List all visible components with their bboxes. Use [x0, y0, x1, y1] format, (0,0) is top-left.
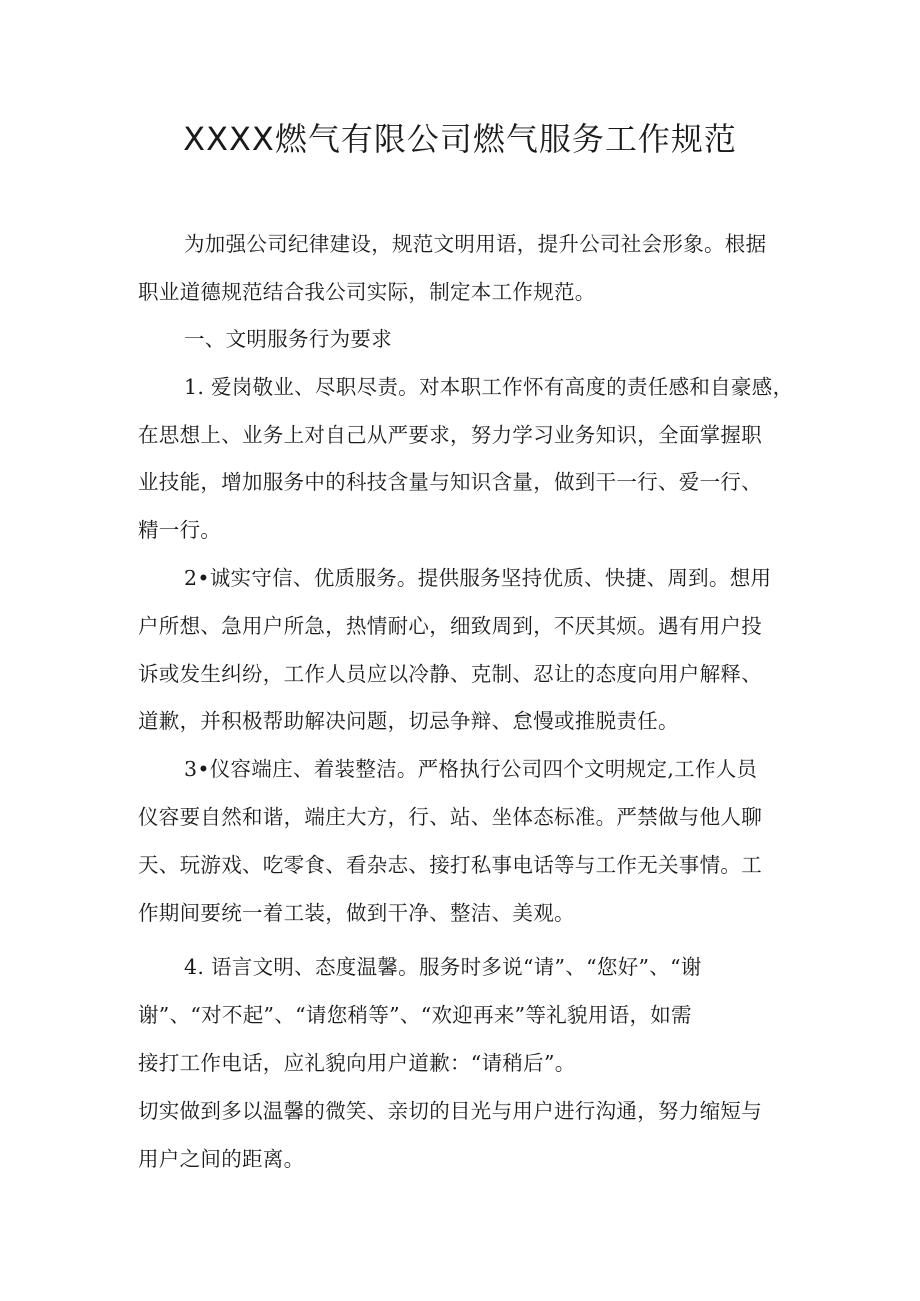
item-1-line-2: 在思想上、业务上对自己从严要求，努力学习业务知识，全面掌握职: [138, 423, 762, 447]
item-3-line-3: 天、玩游戏、吃零食、看杂志、接打私事电话等与工作无关事情。工: [138, 853, 762, 877]
item-2-line-2: 户所想、急用户所急，热情耐心，细致周到，不厌其烦。遇有用户投: [138, 614, 762, 638]
item-3-line-4: 作期间要统一着工装，做到干净、整洁、美观。: [138, 901, 575, 925]
document-title: XXXX燃气有限公司燃气服务工作规范: [183, 120, 737, 158]
paragraph-closing-line-2: 用户之间的距离。: [138, 1147, 305, 1171]
paragraph-closing-line-1: 切实做到多以温馨的微笑、亲切的目光与用户进行沟通，努力缩短与: [138, 1099, 762, 1123]
item-4-line-3: 接打工作电话，应礼貌向用户道歉：“请稍后”。: [138, 1051, 576, 1075]
item-2-line-4: 道歉，并积极帮助解决问题，切忌争辩、怠慢或推脱责任。: [138, 709, 679, 733]
item-1-line-1: 1. 爱岗敬业、尽职尽责。对本职工作怀有高度的责任感和自豪感，: [184, 375, 794, 399]
item-4-line-1: 4. 语言文明、态度温馨。服务时多说“请”、“您好”、“谢: [184, 955, 702, 979]
item-2-line-3: 诉或发生纠纷，工作人员应以冷静、克制、忍让的态度向用户解释、: [138, 662, 762, 686]
item-2-line-1: 2•诚实守信、优质服务。提供服务坚持优质、快捷、周到。想用: [184, 566, 772, 590]
section-heading-1: 一、文明服务行为要求: [184, 327, 392, 351]
item-3-line-2: 仪容要自然和谐，端庄大方，行、站、坐体态标准。严禁做与他人聊: [138, 805, 762, 829]
item-3-line-1: 3•仪容端庄、着装整洁。严格执行公司四个文明规定,工作人员: [184, 757, 758, 781]
paragraph-intro-line-2: 职业道德规范结合我公司实际，制定本工作规范。: [138, 280, 596, 304]
paragraph-intro-line-1: 为加强公司纪律建设，规范文明用语，提升公司社会形象。根据: [184, 232, 767, 256]
item-1-line-4: 精一行。: [138, 518, 222, 542]
item-1-line-3: 业技能，增加服务中的科技含量与知识含量，做到干一行、爱一行、: [138, 470, 762, 494]
item-4-line-2: 谢”、“对不起”、“请您稍等”、“欢迎再来”等礼貌用语，如需: [138, 1003, 692, 1027]
